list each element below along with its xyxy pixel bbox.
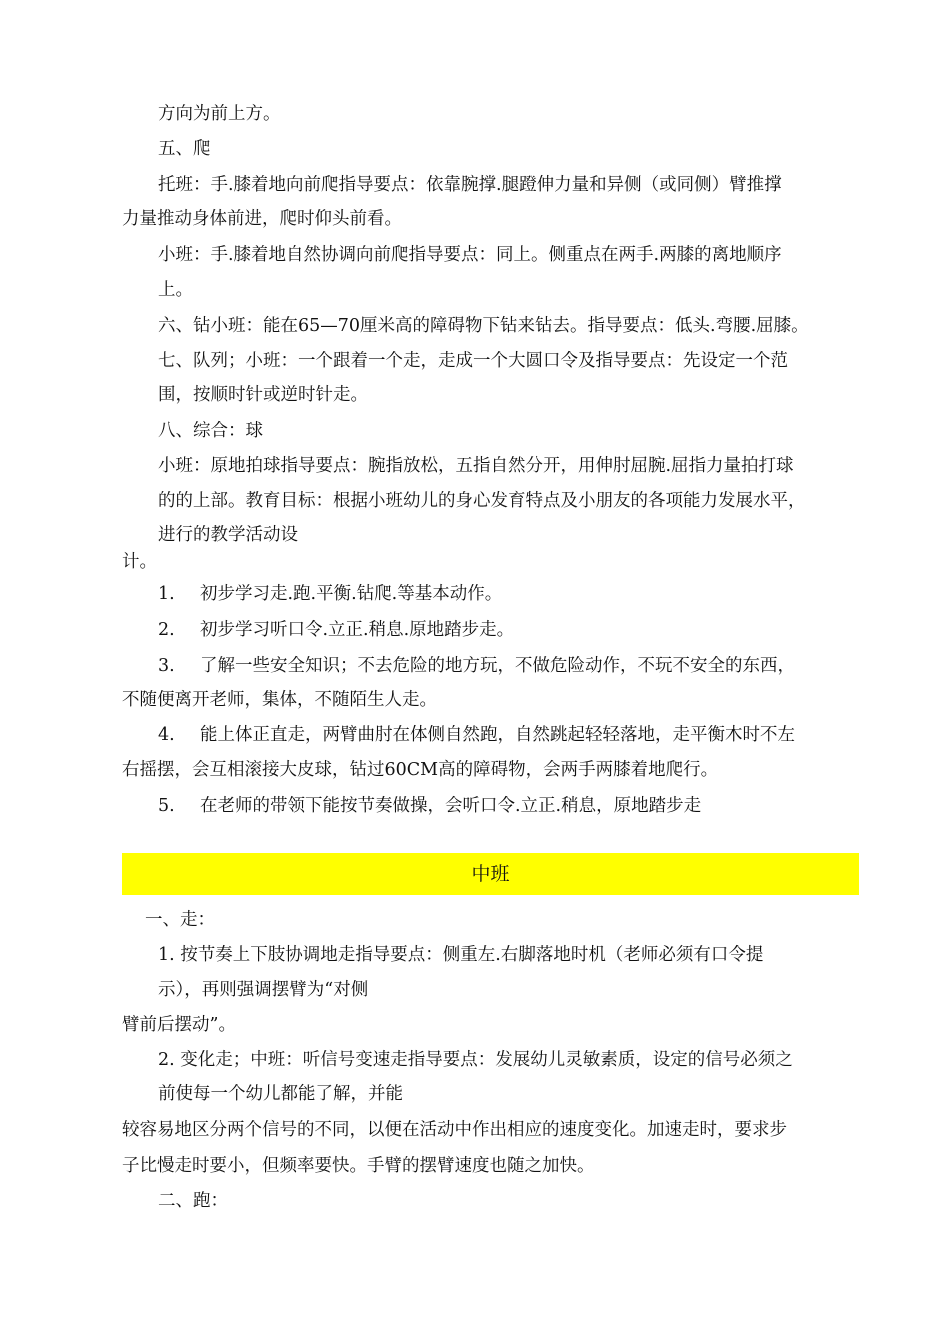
text-line: 前使每一个幼儿都能了解，并能: [158, 1084, 403, 1104]
text-line: 臂前后摆动”。: [122, 1015, 236, 1035]
text-line: 1. 按节奏上下肢协调地走指导要点：侧重左.右脚落地时机（老师必须有口令提: [158, 945, 764, 965]
text-line: 七、队列；小班：一个跟着一个走，走成一个大圆口令及指导要点：先设定一个范: [158, 351, 788, 371]
goal-item: 5. 在老师的带领下能按节奏做操，会听口令.立正.稍息，原地踏步走: [158, 796, 702, 816]
heading-ball: 八、综合：球: [158, 421, 263, 441]
section-banner: 中班: [122, 853, 859, 895]
text-line: 力量推动身体前进，爬时仰头前看。: [122, 209, 402, 229]
text-line: 上。: [158, 280, 193, 300]
text-line: 示），再则强调摆臂为“对侧: [158, 980, 369, 1000]
text-line: 六、钻小班：能在65—70厘米高的障碍物下钻来钻去。指导要点：低头.弯腰.屈膝。: [158, 316, 809, 336]
text-line: 子比慢走时要小，但频率要快。手臂的摆臂速度也随之加快。: [122, 1156, 595, 1176]
goal-item: 2. 初步学习听口令.立正.稍息.原地踏步走。: [158, 620, 515, 640]
text-line: 的的上部。教育目标：根据小班幼儿的身心发育特点及小朋友的各项能力发展水平，: [158, 491, 806, 511]
text-line: 计。: [122, 552, 157, 572]
goal-item: 1. 初步学习走.跑.平衡.钻爬.等基本动作。: [158, 584, 503, 604]
text-line: 托班：手.膝着地向前爬指导要点：依靠腕撑.腿蹬伸力量和异侧（或同侧）臂推撑: [158, 175, 782, 195]
text-line: 小班：手.膝着地自然协调向前爬指导要点：同上。侧重点在两手.两膝的离地顺序: [158, 245, 782, 265]
text-line: 围，按顺时针或逆时针走。: [158, 385, 368, 405]
heading-crawl: 五、爬: [158, 139, 211, 159]
goal-item: 4. 能上体正直走，两臂曲肘在体侧自然跑，自然跳起轻轻落地，走平衡木时不左: [158, 725, 795, 745]
text-line: 进行的教学活动设: [158, 525, 298, 545]
text-line: 方向为前上方。: [158, 104, 281, 124]
goal-item: 3. 了解一些安全知识；不去危险的地方玩，不做危险动作，不玩不安全的东西，: [158, 656, 795, 676]
text-line: 较容易地区分两个信号的不同，以便在活动中作出相应的速度变化。加速走时，要求步: [122, 1120, 787, 1140]
goal-item-cont: 不随便离开老师，集体，不随陌生人走。: [122, 690, 437, 710]
goal-item-cont: 右摇摆，会互相滚接大皮球，钻过60CM高的障碍物，会两手两膝着地爬行。: [122, 760, 719, 780]
heading-walk: 一、走：: [145, 910, 215, 930]
text-line: 2. 变化走；中班：听信号变速走指导要点：发展幼儿灵敏素质，设定的信号必须之: [158, 1050, 793, 1070]
heading-run: 二、跑：: [158, 1191, 228, 1211]
text-line: 小班：原地拍球指导要点：腕指放松，五指自然分开，用伸肘屈腕.屈指力量拍打球: [158, 456, 794, 476]
